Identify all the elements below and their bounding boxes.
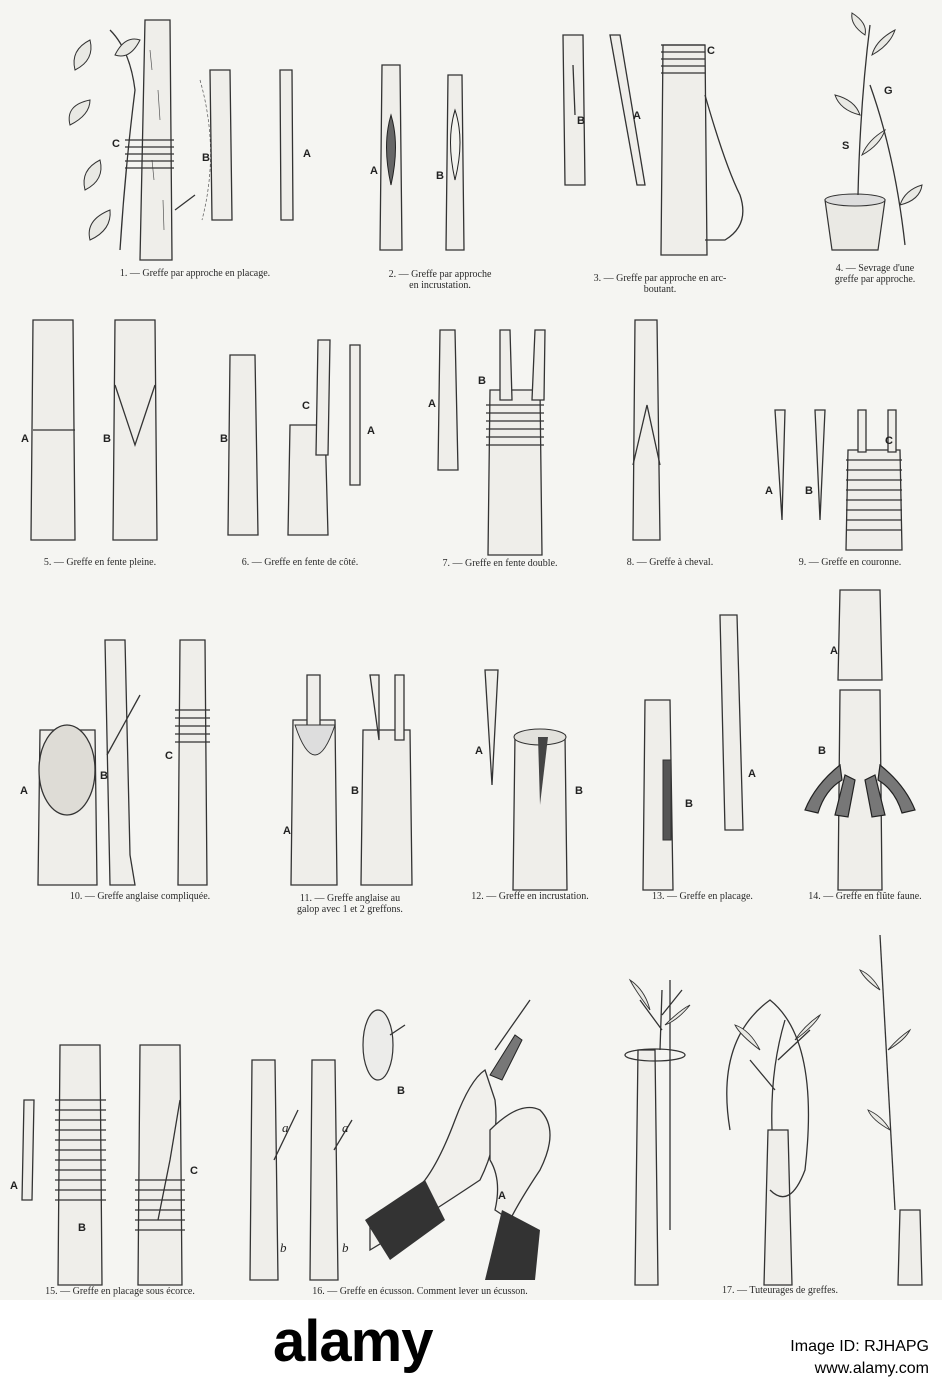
figure-1-label-b: B	[202, 152, 210, 164]
figure-12-label-a: A	[475, 745, 483, 757]
figure-6-label-c: C	[302, 400, 310, 412]
figure-4-label-s: S	[842, 140, 850, 152]
image-id-text: Image ID: RJHAPG	[790, 1338, 929, 1355]
figure-5-drawing	[15, 315, 185, 555]
figure-10-drawing	[15, 635, 265, 890]
figure-8-drawing	[595, 315, 745, 555]
figure-1-drawing	[30, 10, 330, 270]
figure-9-drawing	[760, 400, 940, 560]
figure-10-label-b: B	[100, 770, 108, 782]
figure-16-drawing	[240, 980, 600, 1285]
figure-7-drawing	[420, 320, 580, 560]
figure-10	[15, 635, 265, 910]
figure-1-label-a: A	[303, 148, 311, 160]
figure-5-label-b: B	[103, 433, 111, 445]
figure-1-caption: 1. — Greffe par approche en placage.	[119, 268, 271, 279]
figure-13-label-b: B	[685, 798, 693, 810]
figure-15-label-a: A	[10, 1180, 18, 1192]
figure-9-label-a: A	[765, 485, 773, 497]
figure-15-label-c: C	[190, 1165, 198, 1177]
figure-7-label-a: A	[428, 398, 436, 410]
figure-7	[420, 320, 580, 575]
figure-16-label-a-hand: A	[498, 1190, 506, 1202]
figure-17	[610, 930, 930, 1300]
figure-1	[30, 10, 330, 290]
figure-4-caption: 4. — Sevrage d'une greffe par approche.	[834, 263, 916, 285]
figure-16-caption: 16. — Greffe en écusson. Comment lever un écusson.	[312, 1286, 528, 1297]
figure-6-label-b: B	[220, 433, 228, 445]
figure-16-label-b-shield: B	[397, 1085, 405, 1097]
figure-11-label-b: B	[351, 785, 359, 797]
figure-4-drawing	[810, 5, 940, 255]
figure-4-label-g: G	[884, 85, 893, 97]
figure-10-label-a: A	[20, 785, 28, 797]
figure-16-label-b-right: b	[342, 1240, 349, 1255]
figure-3-label-c: C	[707, 45, 715, 57]
figure-17-drawing	[610, 930, 930, 1285]
figure-13	[625, 610, 780, 910]
figure-15-caption: 15. — Greffe en placage sous écorce.	[45, 1286, 195, 1297]
figure-3	[555, 15, 765, 300]
alamy-logo: alamy	[273, 1309, 433, 1374]
figure-14-label-a: A	[830, 645, 838, 657]
figure-7-label-b: B	[478, 375, 486, 387]
figure-14-drawing	[790, 585, 940, 890]
figure-2	[360, 55, 520, 295]
figure-12	[440, 665, 620, 910]
figure-3-label-a: A	[633, 110, 641, 122]
figure-15-drawing	[0, 1040, 240, 1285]
figure-10-caption: 10. — Greffe anglaise compliquée.	[69, 891, 211, 902]
figure-2-label-b: B	[436, 170, 444, 182]
figure-6-drawing	[210, 335, 390, 555]
figure-1-label-c: C	[112, 138, 120, 150]
figure-16-label-a-right: a	[342, 1120, 349, 1135]
figure-7-caption: 7. — Greffe en fente double.	[442, 558, 558, 569]
figure-5-caption: 5. — Greffe en fente pleine.	[43, 557, 157, 568]
alamy-url: www.alamy.com	[814, 1360, 929, 1377]
figure-12-drawing	[440, 665, 620, 890]
figure-3-label-b: B	[577, 115, 585, 127]
figure-8	[595, 315, 745, 575]
figure-6	[210, 335, 390, 575]
figure-14-caption: 14. — Greffe en flûte faune.	[808, 891, 922, 902]
figure-13-label-a: A	[748, 768, 756, 780]
figure-9-label-c: C	[885, 435, 893, 447]
figure-15	[0, 1040, 240, 1300]
figure-2-drawing	[360, 55, 520, 255]
figure-11	[275, 670, 425, 925]
figure-12-label-b: B	[575, 785, 583, 797]
figure-14-label-b: B	[818, 745, 826, 757]
figure-17-caption: 17. — Tuteurages de greffes.	[722, 1285, 838, 1296]
figure-10-label-c: C	[165, 750, 173, 762]
figure-15-label-b: B	[78, 1222, 86, 1234]
figure-9-label-b: B	[805, 485, 813, 497]
figure-14	[790, 585, 940, 910]
figure-3-drawing	[555, 15, 765, 255]
figure-3-caption: 3. — Greffe par approche en arc- boutant.	[593, 273, 727, 295]
figure-12-caption: 12. — Greffe en incrustation.	[471, 891, 589, 902]
figure-11-caption: 11. — Greffe anglaise au galop avec 1 et 2 greffons.	[297, 893, 403, 915]
figure-11-drawing	[275, 670, 425, 890]
figure-9-caption: 9. — Greffe en couronne.	[798, 557, 902, 568]
figure-16-label-b-left: b	[280, 1240, 287, 1255]
figure-6-label-a: A	[367, 425, 375, 437]
figure-13-drawing	[625, 610, 780, 890]
figure-16	[240, 980, 600, 1300]
figure-5-label-a: A	[21, 433, 29, 445]
figure-8-caption: 8. — Greffe à cheval.	[626, 557, 714, 568]
figure-11-label-a: A	[283, 825, 291, 837]
figure-9	[760, 400, 940, 575]
figure-5	[15, 315, 185, 575]
figure-4	[810, 5, 940, 305]
figure-2-caption: 2. — Greffe par approche en incrustation.	[388, 269, 492, 291]
figure-2-label-a: A	[370, 165, 378, 177]
figure-16-label-a-left: a	[282, 1120, 289, 1135]
figure-6-caption: 6. — Greffe en fente de côté.	[241, 557, 359, 568]
figure-13-caption: 13. — Greffe en placage.	[652, 891, 753, 902]
